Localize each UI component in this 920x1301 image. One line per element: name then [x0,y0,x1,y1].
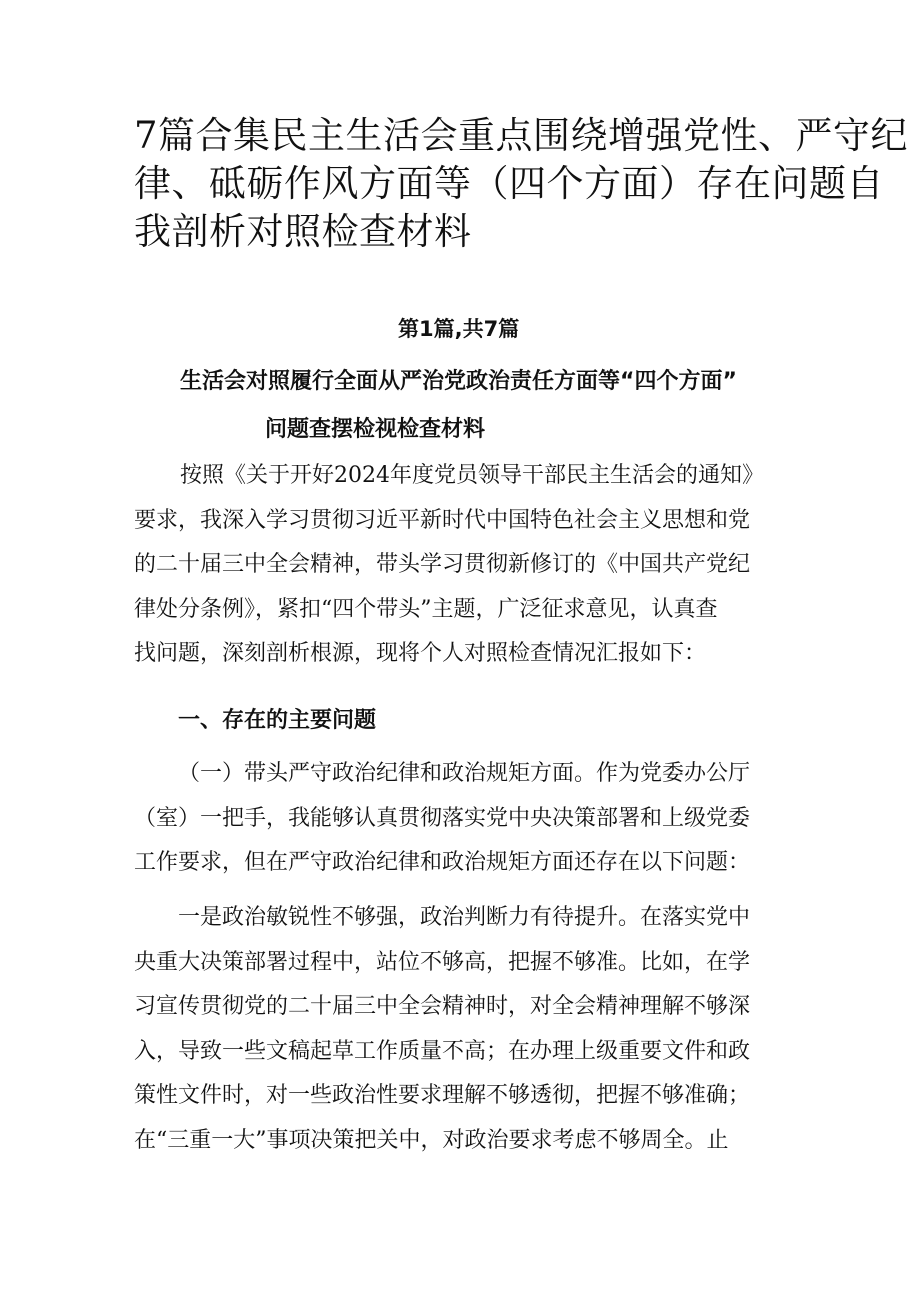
paragraph-line: 策性文件时，对一些政治性要求理解不够透彻，把握不够准确； [134,1083,751,1108]
paragraph-line: 按照《关于开好2024年度党员领导干部民主生活会的通知》 [180,463,764,488]
main-title-line: 我剖析对照检查材料 [134,210,472,253]
paragraph-line: 习宣传贯彻党的二十届三中全会精神时，对全会精神理解不够深 [134,994,751,1019]
paragraph-line: 要求，我深入学习贯彻习近平新时代中国特色社会主义思想和党 [134,507,751,533]
point-paragraph [134,896,750,1163]
paragraph-line: （室）一把手，我能够认真贯彻落实党中央决策部署和上级党委 [134,805,751,831]
paragraph-line: 央重大决策部署过程中，站位不够高，把握不够准。比如，在学 [134,949,751,975]
paragraph-line: 律处分条例》，紧扣“四个带头”主题，广泛征求意见，认真查 [134,596,718,622]
section-heading: 一、存在的主要问题 [178,708,377,733]
paragraph-line: （一）带头严守政治纪律和政治规矩方面。作为党委办公厅 [178,761,751,786]
part-label: 第1篇,共7篇 [398,317,520,341]
sub-section-paragraph [134,752,750,886]
main-title-line: 律、砥砺作风方面等（四个方面）存在问题自 [134,162,884,205]
paragraph-line: 一是政治敏锐性不够强，政治判断力有待提升。在落实党中 [178,905,751,930]
document-main-title [134,112,909,256]
paragraph-line: 在“三重一大”事项决策把关中，对政治要求考虑不够周全。止 [134,1127,729,1153]
main-title-line: 7篇合集民主生活会重点围绕增强党性、严守纪 [134,114,909,157]
intro-paragraph [134,454,764,677]
doc-title-line: 问题查摆检视检查材料 [265,417,486,442]
paragraph-line: 找问题，深刻剖析根源，现将个人对照检查情况汇报如下： [134,641,707,666]
doc-title-line: 生活会对照履行全面从严治党政治责任方面等“四个方面” [180,369,737,394]
paragraph-line: 工作要求，但在严守政治纪律和政治规矩方面还存在以下问题： [134,850,751,875]
paragraph-line: 入，导致一些文稿起草工作质量不高；在办理上级重要文件和政 [134,1038,751,1064]
paragraph-line: 的二十届三中全会精神，带头学习贯彻新修订的《中国共产党纪 [134,552,751,577]
